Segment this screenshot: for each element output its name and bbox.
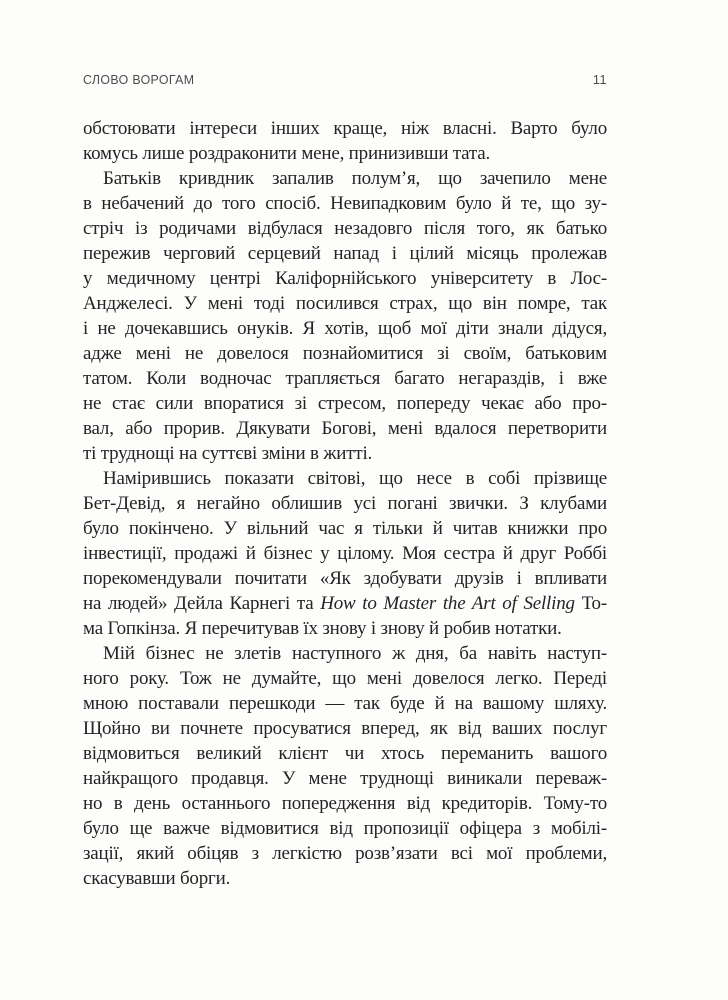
text-line: ті труднощі на суттєві зміни в житті. [83,443,373,464]
text-line: обстоювати інтереси інших краще, ніж власні. Варто було [83,118,607,139]
text-line: скасувавши борги. [83,868,231,889]
text-line: адже мені не довелося познайомитися зі своїм, батьковим [83,343,607,364]
text-line: мною поставали перешкоди — так буде й на вашому шляху. [83,693,607,714]
text-line: зації, який обіцяв з легкістю розв’язати всі мої проблеми, [83,843,607,864]
text-line: було ще важче відмовитися від пропозиції офіцера з мобілі- [83,818,607,839]
running-header [83,72,607,87]
text-line: в небачений до того спосіб. Невипадковим було й те, що зу- [83,193,607,214]
page-number: 11 [592,72,607,87]
text-line: пережив черговий серцевий напад і цілий місяць пролежав [83,243,607,264]
paragraph [83,166,607,466]
text-line: татом. Коли водночас трапляється багато негараздів, і вже [83,368,607,389]
text-line: інвестиції, продажі й бізнес у цілому. Моя сестра й друг Роббі [83,543,607,564]
text-line: Намірившись показати світові, що несе в собі прізвище [103,468,607,489]
text-run: То- [574,593,607,614]
text-line: Бет-Девід, я негайно облишив усі погані звички. З клубами [83,493,607,514]
text-line: Щойно ви почнете просуватися вперед, як від ваших послуг [83,718,607,739]
text-line: ного року. Тож не думайте, що мені довелося легко. Переді [83,668,607,689]
text-line: ма Гопкінза. Я перечитував їх знову і знову й робив нотатки. [83,618,562,639]
text-line: відмовиться великий клієнт чи хтось переманить вашого [83,743,607,764]
paragraph [83,466,607,641]
text-line [83,591,607,616]
text-line: вал, або прорив. Дякувати Богові, мені вдалося перетворити [83,418,607,439]
running-title: СЛОВО ВОРОГАМ [83,72,195,87]
text-line: Батьків кривдник запалив полум’я, що зачепило мене [103,168,607,189]
text-line: найкращого продавця. У мене труднощі виникали переваж- [83,768,607,789]
book-title-italic: How to Master the Art of Selling [320,593,575,614]
text-line: Анджелесі. У мені тоді посилився страх, що він помре, так [83,293,607,314]
text-line: не стає сили впоратися зі стресом, попереду чекає або про- [83,393,607,414]
paragraph [83,641,607,891]
text-line: комусь лише роздраконити мене, принизивши тата. [83,143,491,164]
text-line: но в день останнього попередження від кредиторів. Тому-то [83,793,607,814]
text-line: було покінчено. У вільний час я тільки й читав книжки про [83,518,607,539]
text-line: Мій бізнес не злетів наступного ж дня, ба навіть наступ- [103,643,607,664]
text-line: стріч із родичами відбулася незадовго після того, як батько [83,218,607,239]
paragraph [83,116,607,166]
page-body [83,116,607,891]
text-line: порекомендували почитати «Як здобувати друзів і впливати [83,568,607,589]
text-line: у медичному центрі Каліфорнійського університету в Лос- [83,268,607,289]
text-line: і не дочекавшись онуків. Я хотів, щоб мої діти знали дідуся, [83,318,607,339]
text-run: на людей» Дейла Карнегі та [83,593,321,614]
